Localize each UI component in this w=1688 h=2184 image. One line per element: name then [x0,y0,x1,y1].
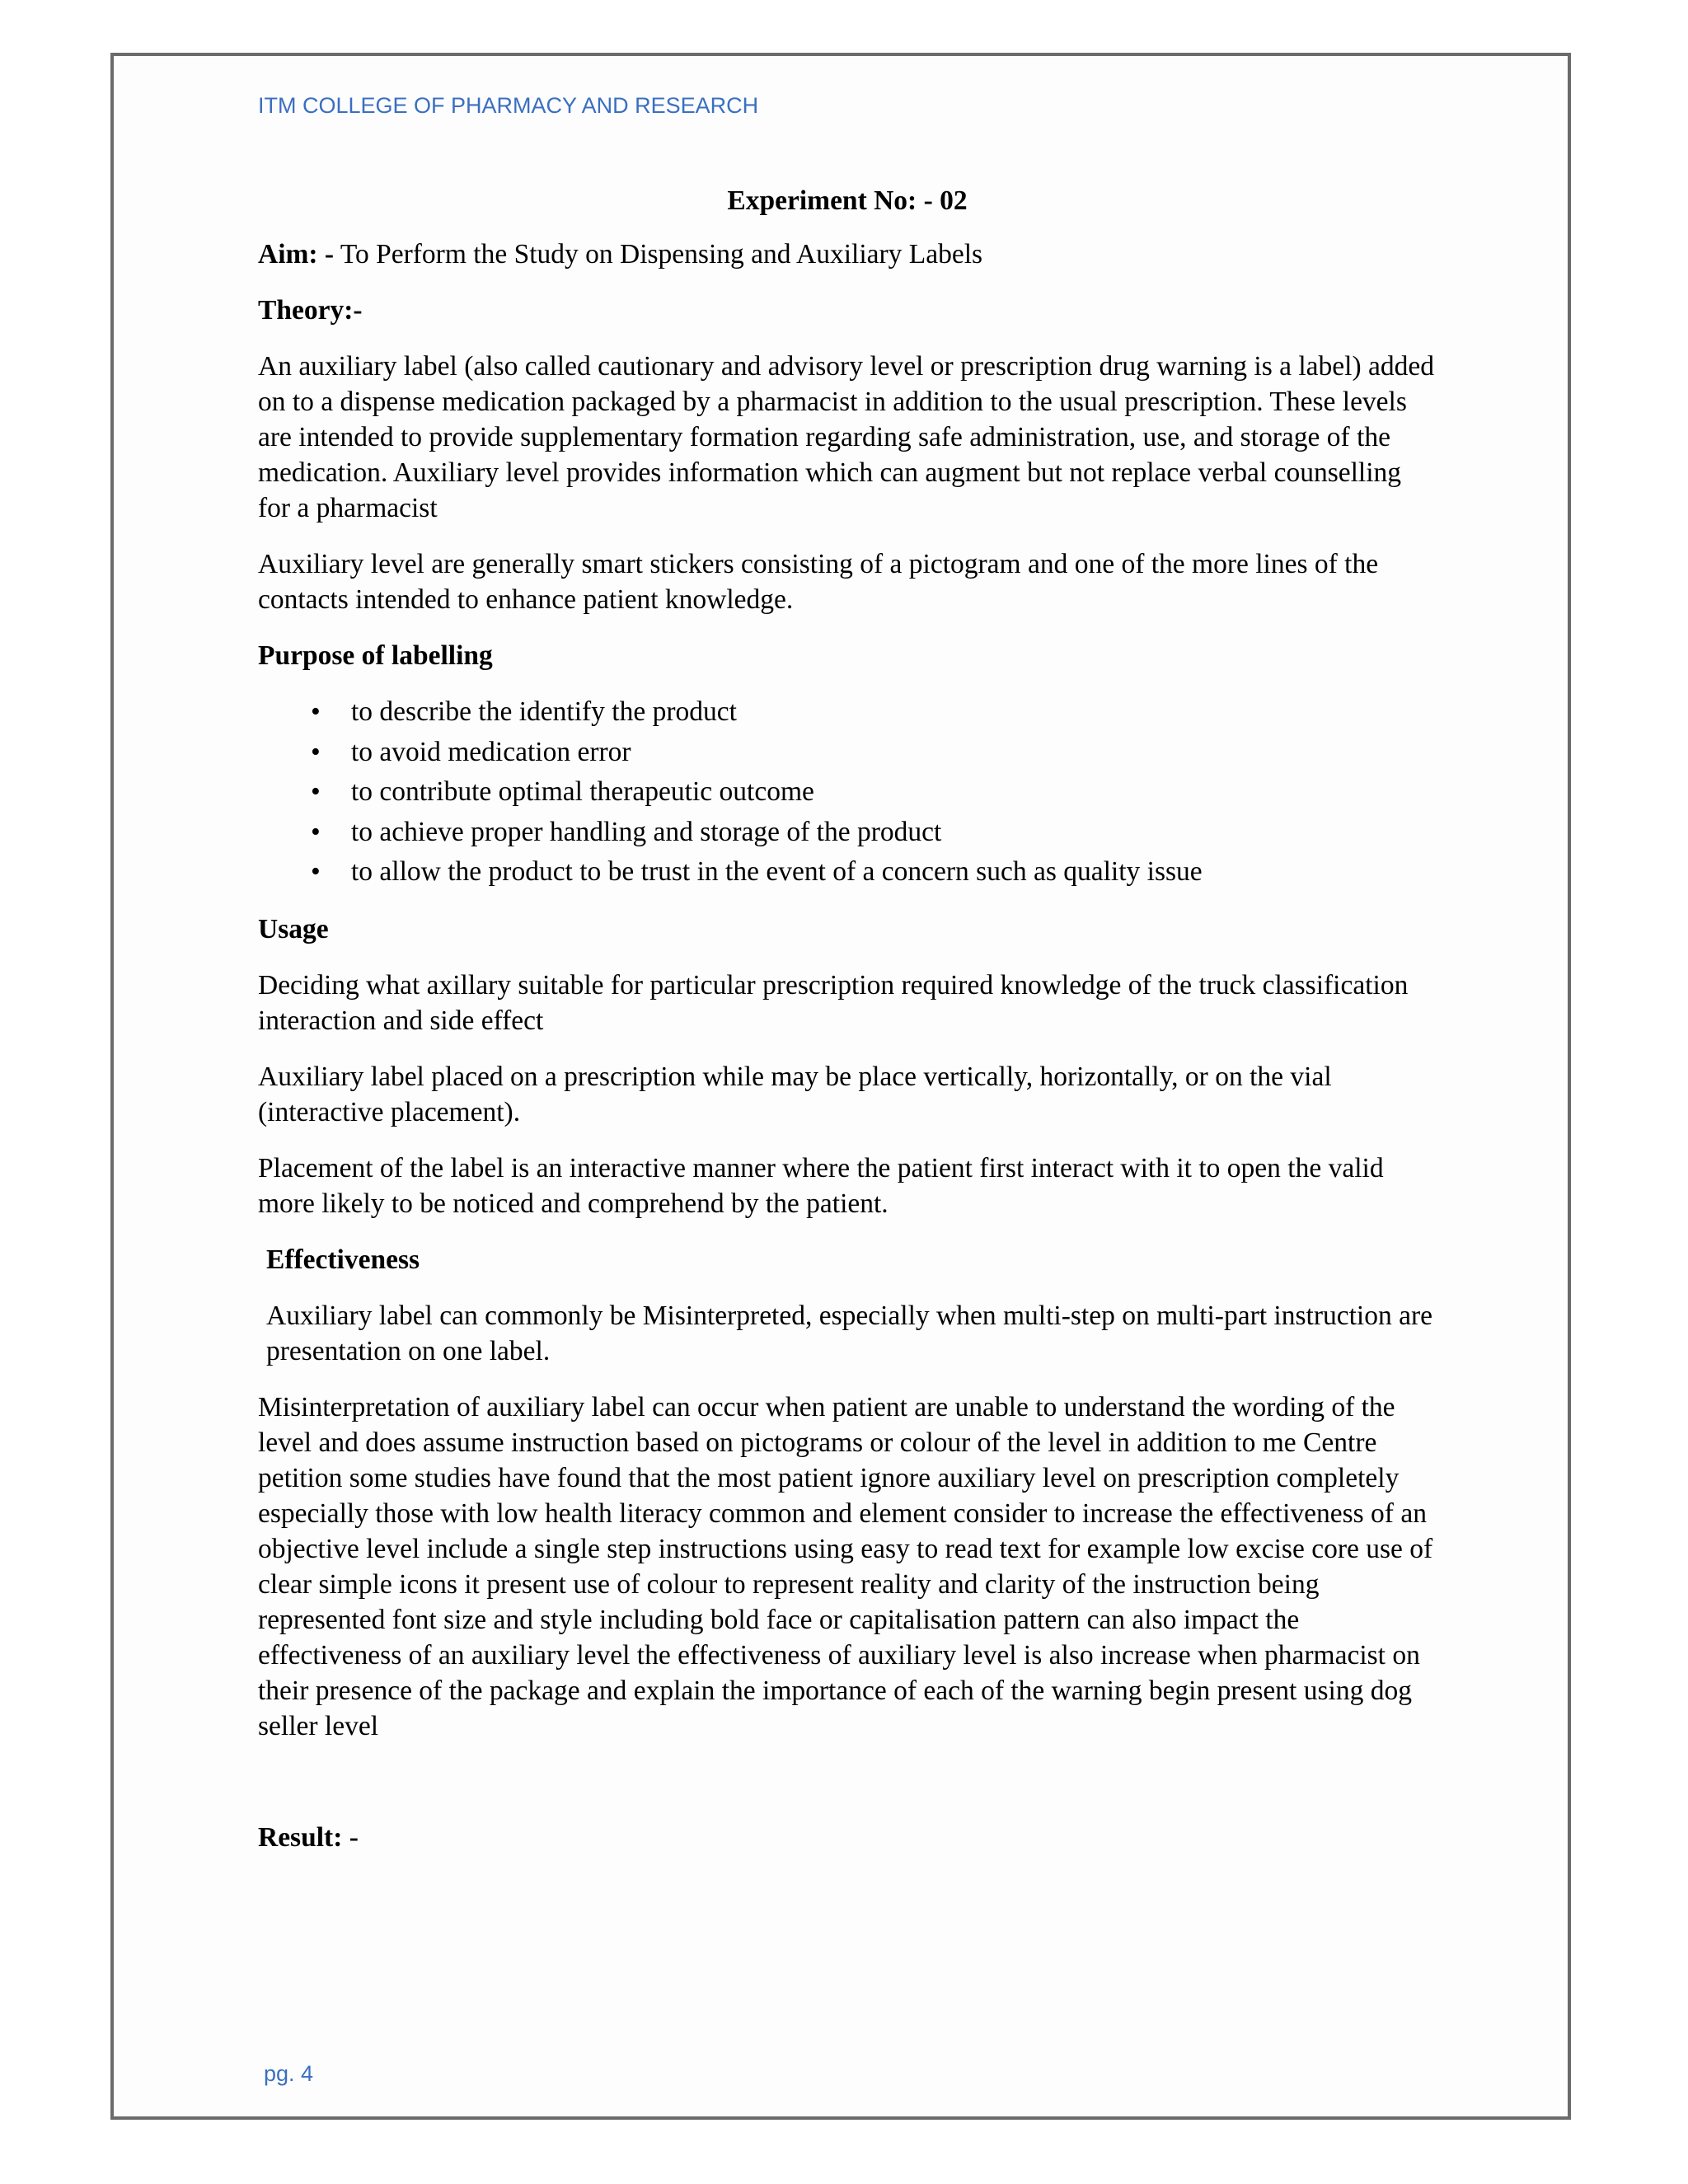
usage-heading: Usage [258,913,329,944]
experiment-title: Experiment No: - 02 [727,185,968,216]
effectiveness-paragraph-2: Misinterpretation of auxiliary label can occur when patient are unable to understand the wording of the level and does assume instruction based on pictograms or colour of the level in addition to me Centre petition some studies have found that the most patient ignore auxiliary level on prescription completely especially those with low health literacy common and element consider to increase the effectiveness of an objective level include a single step instructions using easy to read text for example low excise core use of clear simple icons it present use of colour to represent reality and clarity of the instruction being represented font size and style including bold face or capitalisation pattern can also impact the effectiveness of an auxiliary level the effectiveness of auxiliary level is also increase when pharmacist on their presence of the package and explain the importance of each of the warning begin present using dog seller level [258,1391,1433,1741]
theory-paragraph-1: An auxiliary label (also called cautionary and advisory level or prescription drug warning is a label) added on to a dispense medication packaged by a pharmacist in addition to the usual prescription. These levels are intended to provide supplementary formation regarding safe administration, use, and storage of the medication. Auxiliary level provides information which can augment but not replace verbal counselling for a pharmacist [258,351,1434,523]
list-item [258,814,1437,855]
aim-text: To Perform the Study on Dispensing and Auxiliary Labels [334,239,983,269]
bullet-icon: • [311,696,321,727]
list-item-text: to describe the identify the product [351,696,737,727]
aim-label: Aim: - [258,239,335,269]
result-heading: Result: - [258,1821,359,1853]
document-body [258,183,1437,1876]
bullet-icon: • [311,776,321,807]
purpose-heading: Purpose of labelling [258,640,493,671]
college-header: ITM COLLEGE OF PHARMACY AND RESEARCH [258,93,759,118]
list-item [258,774,1437,814]
usage-paragraph-1: Deciding what axillary suitable for particular prescription required knowledge of the truck classification interaction and side effect [258,969,1409,1036]
list-item [258,694,1437,734]
effectiveness-paragraph-1: Auxiliary label can commonly be Misinterpreted, especially when multi-step on multi-part instruction are presentation on one label. [266,1300,1432,1366]
usage-paragraph-2: Auxiliary label placed on a prescription while may be place vertically, horizontally, or on the vial (interactive placement). [258,1061,1332,1127]
list-item-text: to achieve proper handling and storage of the product [351,816,942,847]
usage-paragraph-3: Placement of the label is an interactive manner where the patient first interact with it to open the valid more likely to be noticed and comprehend by the patient. [258,1152,1384,1219]
effectiveness-heading: Effectiveness [266,1244,420,1275]
purpose-list [258,694,1437,894]
list-item-text: to avoid medication error [351,736,631,767]
theory-paragraph-2: Auxiliary level are generally smart stickers consisting of a pictogram and one of the more lines of the contacts intended to enhance patient knowledge. [258,549,1379,615]
list-item [258,854,1437,894]
list-item-text: to contribute optimal therapeutic outcome [351,776,814,807]
page-number: pg. 4 [264,2061,314,2086]
bullet-icon: • [311,856,321,887]
aim-line [258,237,1437,272]
list-item [258,734,1437,775]
bullet-icon: • [311,816,321,847]
bullet-icon: • [311,736,321,767]
list-item-text: to allow the product to be trust in the event of a concern such as quality issue [351,856,1203,887]
theory-heading: Theory:- [258,295,363,326]
